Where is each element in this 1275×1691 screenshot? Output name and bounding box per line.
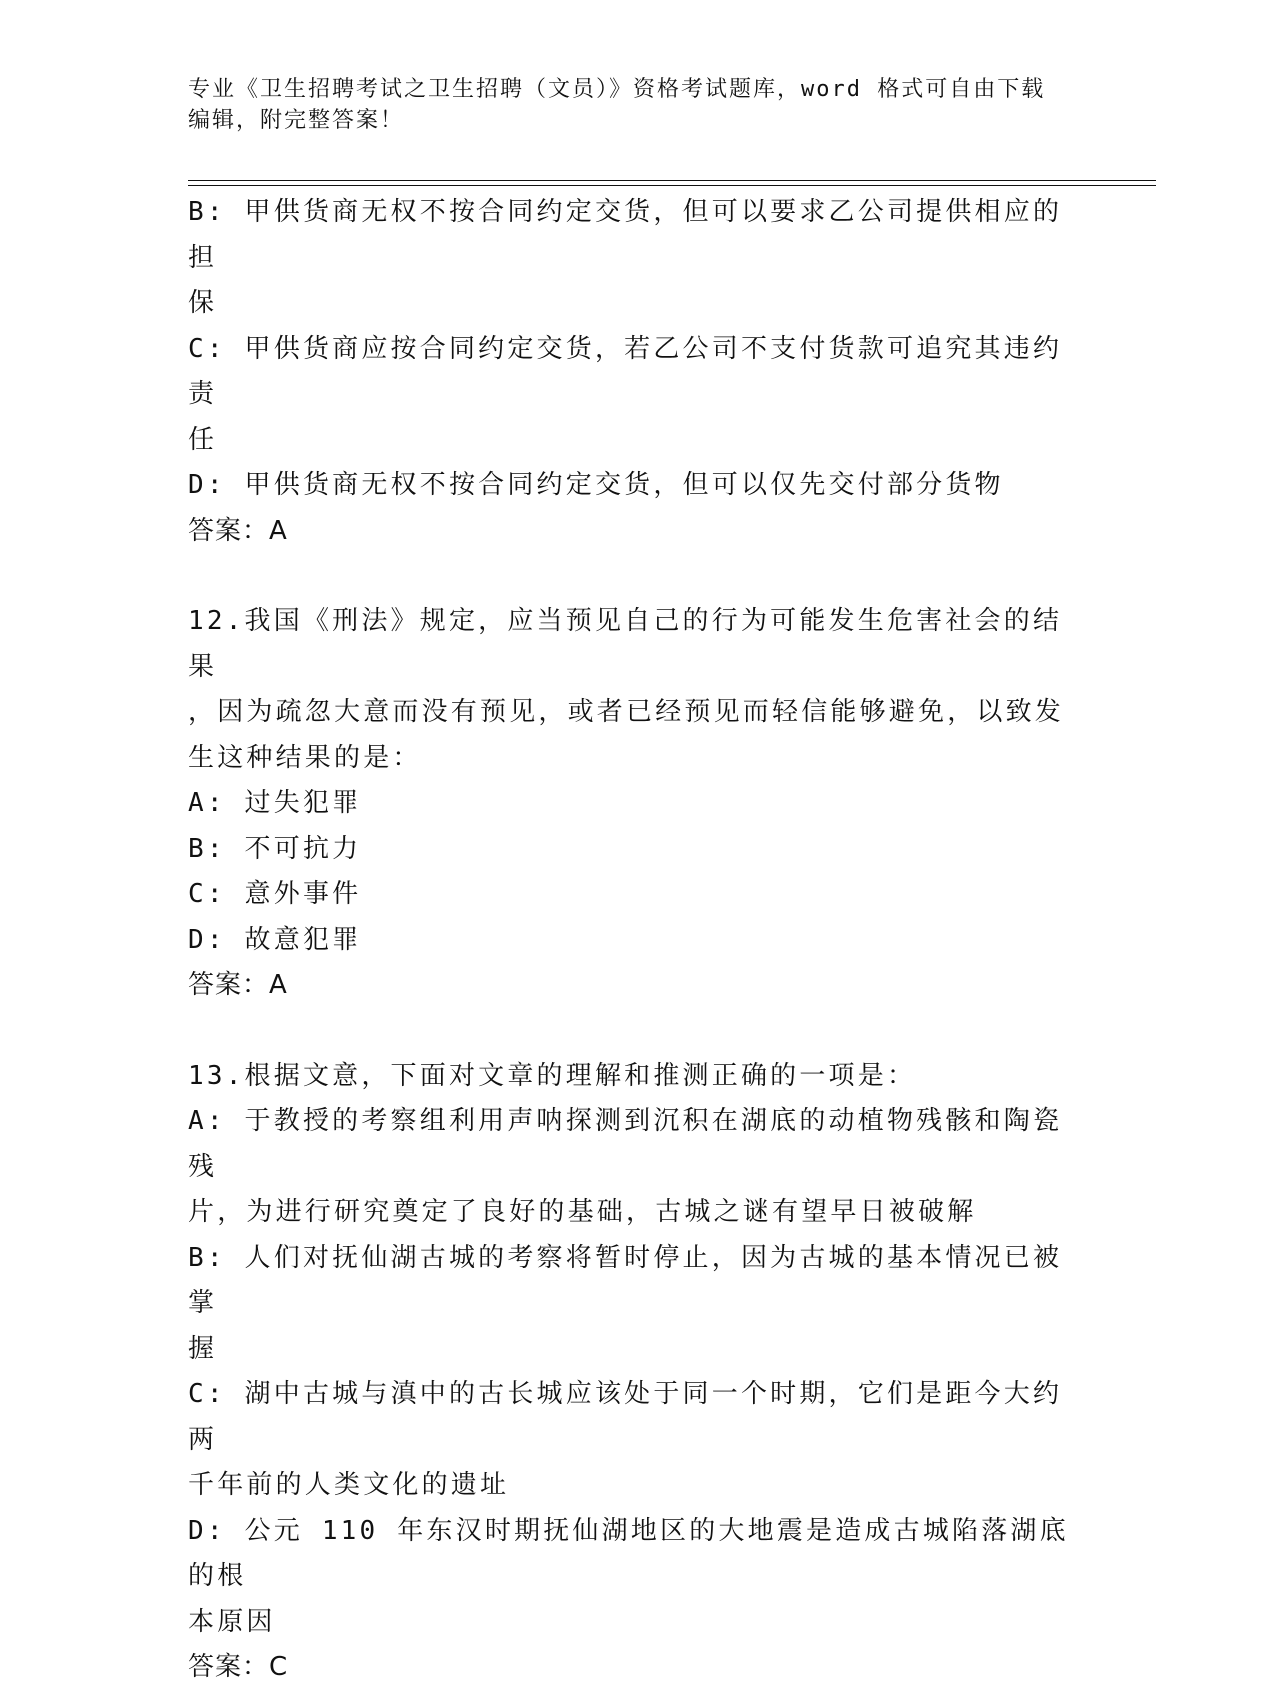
question-12 <box>188 599 1088 1009</box>
option-c-continued: 千年前的人类文化的遗址 <box>188 1470 510 1500</box>
option-c: C: 意外事件 <box>188 879 362 909</box>
option-a: A: 过失犯罪 <box>188 788 362 818</box>
option-d: D: 公元 110 年东汉时期抚仙湖地区的大地震是造成古城陷落湖底的根 <box>188 1515 1069 1591</box>
question-11-continued <box>188 190 1088 554</box>
option-c: C: 湖中古城与滇中的古长城应该处于同一个时期，它们是距今大约两 <box>188 1379 1063 1455</box>
option-d: D: 故意犯罪 <box>188 924 362 955</box>
header-line-1: 专业《卫生招聘考试之卫生招聘（文员）》资格考试题库，word 格式可自由下载 <box>188 77 1046 102</box>
option-c: C: 甲供货商应按合同约定交货，若乙公司不支付货款可追究其违约责 <box>188 333 1063 409</box>
answer: 答案：A <box>188 515 288 546</box>
header-line-2: 编辑，附完整答案！ <box>188 108 405 133</box>
option-d-continued: 本原因 <box>188 1606 276 1637</box>
question-stem: 12.我国《刑法》规定，应当预见自己的行为可能发生危害社会的结果 <box>188 606 1063 682</box>
option-b: B: 不可抗力 <box>188 833 362 864</box>
question-stem: 13.根据文意，下面对文章的理解和推测正确的一项是： <box>188 1060 917 1091</box>
option-b: B: 人们对抚仙湖古城的考察将暂时停止，因为古城的基本情况已被掌 <box>188 1242 1063 1318</box>
option-b: B: 甲供货商无权不按合同约定交货，但可以要求乙公司提供相应的担 <box>188 197 1063 273</box>
document-header <box>188 74 1088 136</box>
header-rule-top <box>188 180 1156 181</box>
answer: 答案：C <box>188 1652 289 1682</box>
question-13 <box>188 1054 1088 1691</box>
option-b-continued: 握 <box>188 1333 218 1364</box>
answer: 答案：A <box>188 970 288 1000</box>
document-body <box>188 190 1088 1691</box>
option-c-continued: 任 <box>188 424 218 455</box>
option-d: D: 甲供货商无权不按合同约定交货，但可以仅先交付部分货物 <box>188 470 1004 500</box>
question-stem-continued: ，因为疏忽大意而没有预见，或者已经预见而轻信能够避免，以致发 <box>188 697 1065 727</box>
option-a-continued: 片，为进行研究奠定了良好的基础，古城之谜有望早日被破解 <box>188 1197 977 1227</box>
header-rule-bottom <box>188 185 1156 186</box>
option-a: A: 于教授的考察组利用声呐探测到沉积在湖底的动植物残骸和陶瓷残 <box>188 1106 1063 1182</box>
option-b-continued: 保 <box>188 288 218 318</box>
question-stem-continued: 生这种结果的是： <box>188 742 422 773</box>
